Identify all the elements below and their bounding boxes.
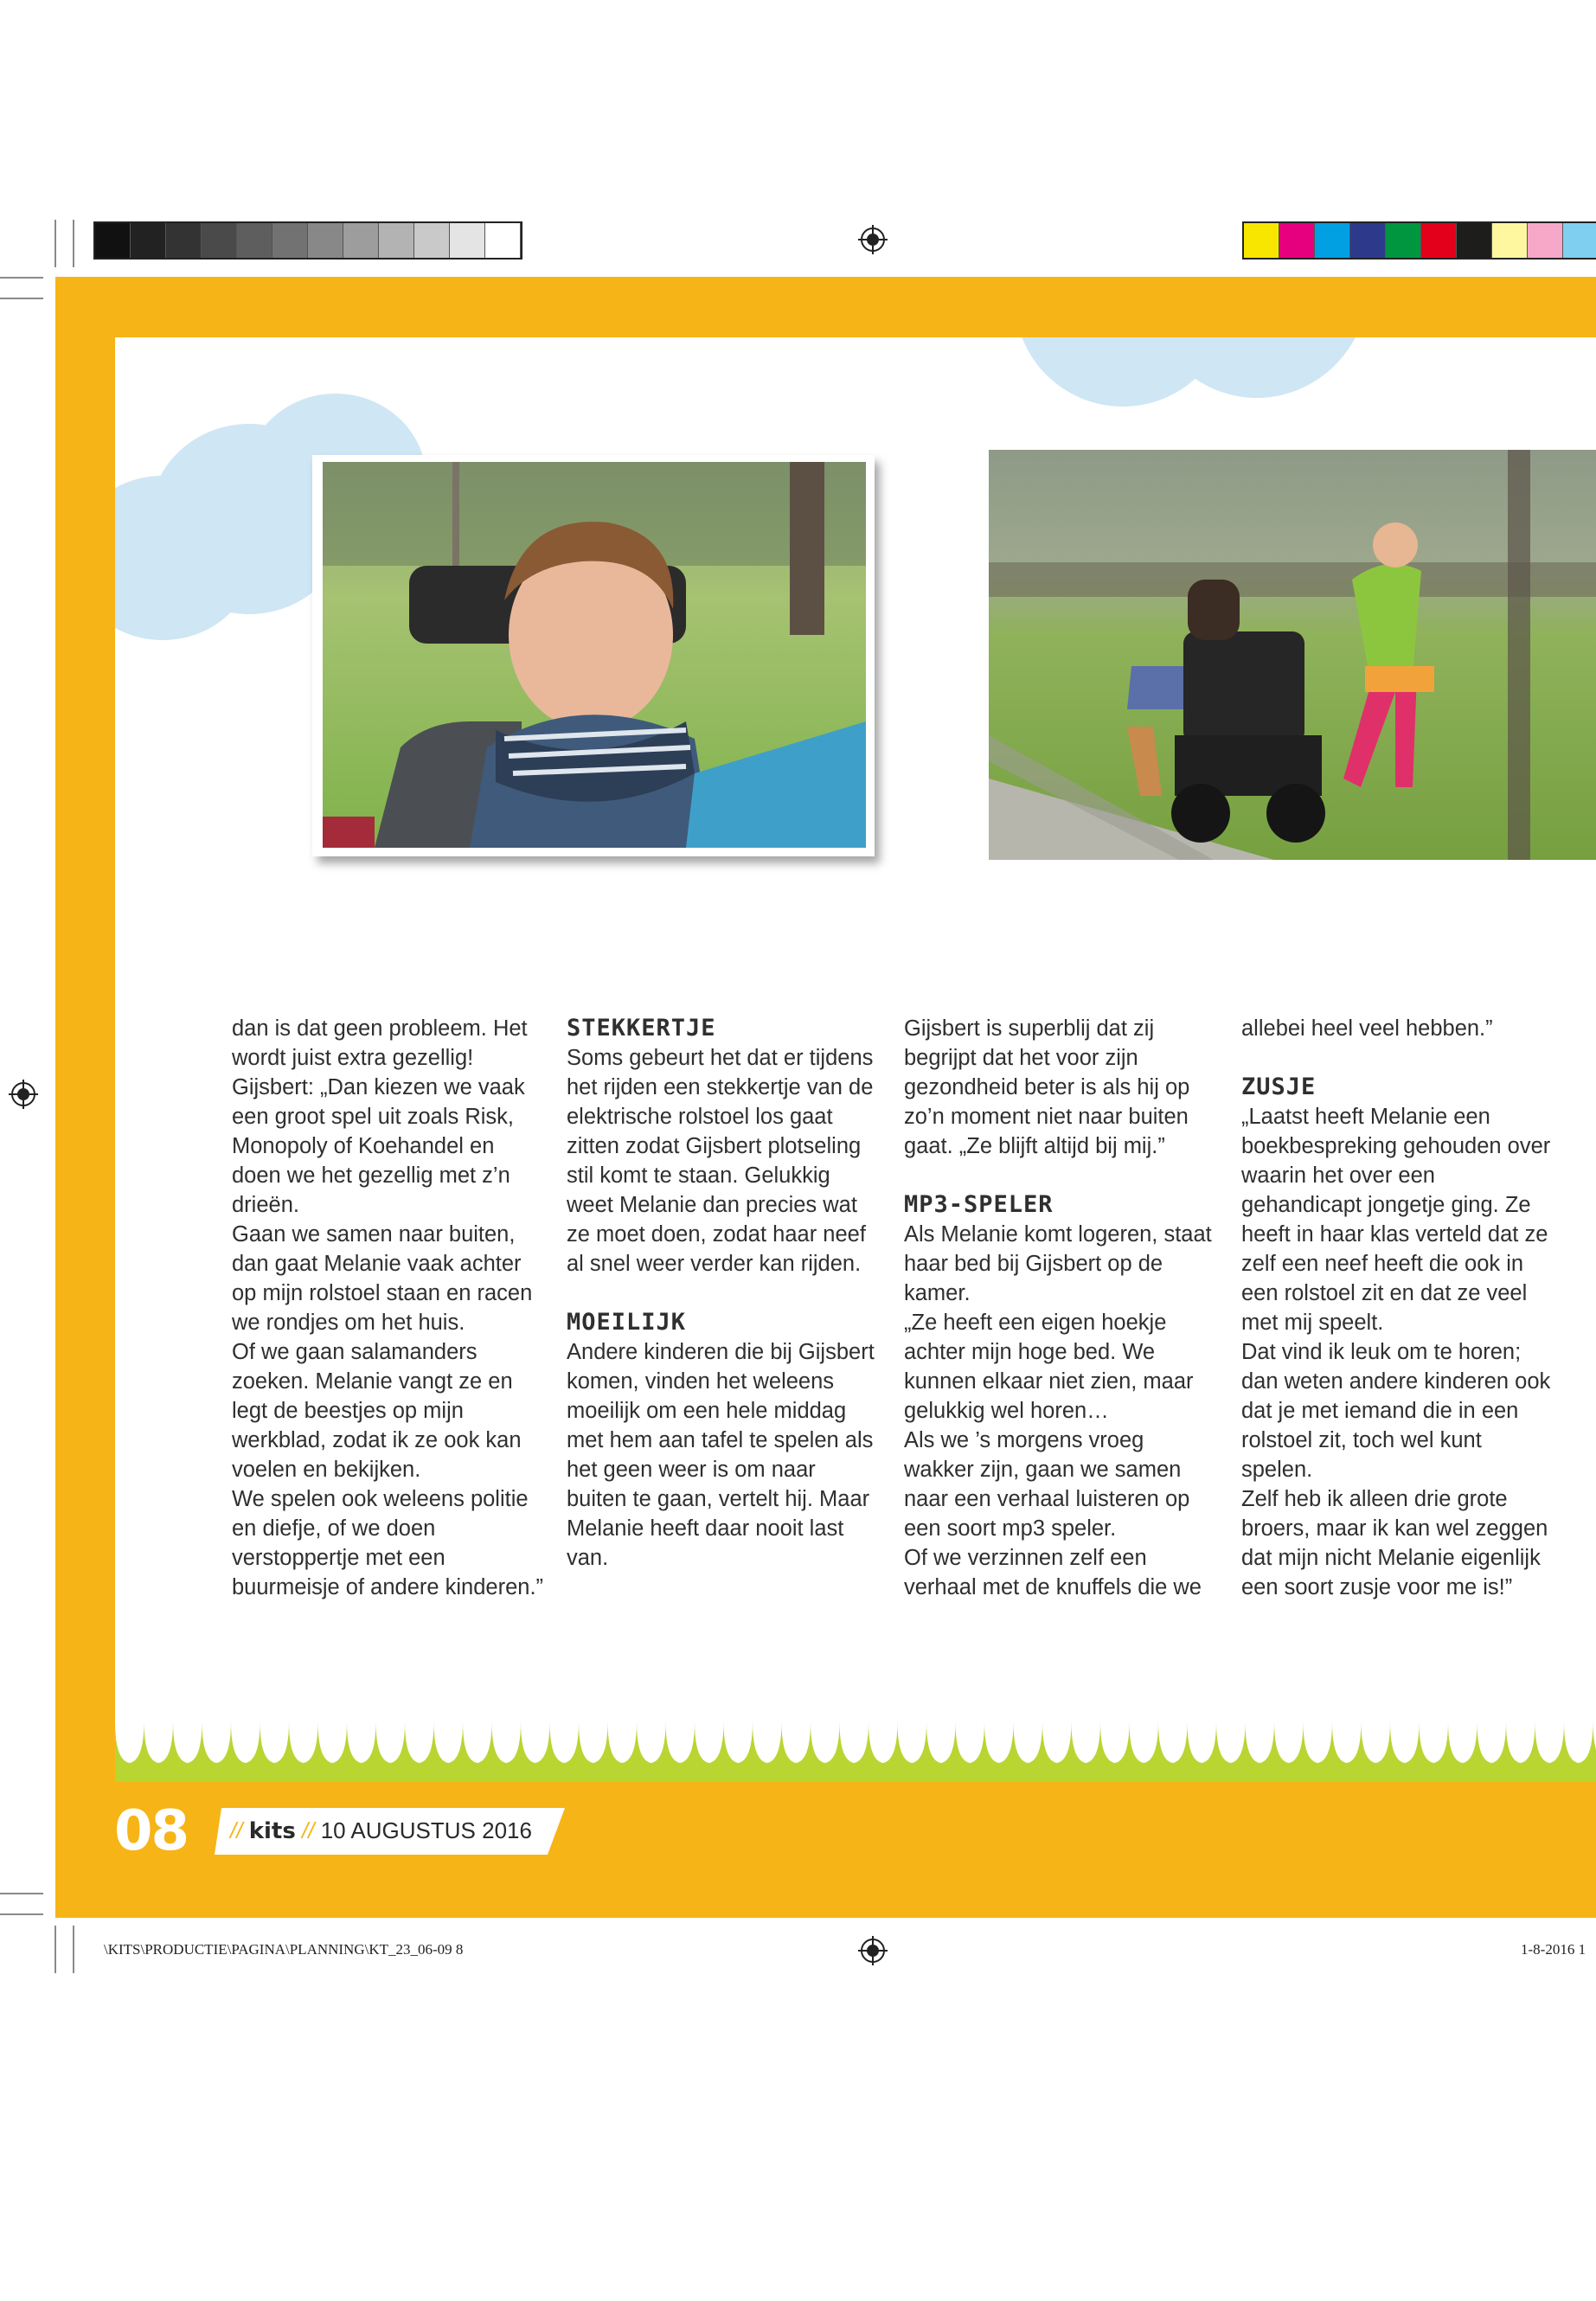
page-number: 08 [114,1799,189,1863]
color-swatch [379,223,414,258]
crop-mark-bottom-left-v2 [73,1926,74,1973]
color-swatch [1528,223,1563,258]
col4-paragraph-2: „Laatst heeft Melanie een boekbespreking gehouden over waarin het over een gehandicapt jongetje ging. Ze heeft in haar klas verteld dat ze zelf een neef heeft die ook in een rolstoel zit en dat ze veel met mij speelt. [1241,1105,1551,1335]
color-swatch [1279,223,1315,258]
color-swatch [450,223,485,258]
footer-slashes-1: // [230,1817,243,1843]
col4-paragraph-4: Zelf heb ik alleen drie grote broers, maar ik kan wel zeggen dat mijn nicht Melanie eigenlijk een soort zusje voor me is!” [1241,1487,1548,1599]
color-swatch [414,223,450,258]
color-swatch [1563,223,1596,258]
article-page [115,337,1596,1782]
article-column-4 [1241,1014,1554,1602]
registration-mark-left [9,1080,38,1109]
footer-brand: kits [248,1818,296,1844]
color-swatch [202,223,237,258]
col3-paragraph-5: Of we verzinnen zelf een verhaal met de knuffels die we [904,1546,1202,1599]
crop-mark-top-left-v [54,220,56,267]
col3-paragraph-3: „Ze heeft een eigen hoekje achter mijn hoge bed. We kunnen elkaar niet zien, maar gelukkig wel horen… [904,1311,1194,1423]
color-swatch [308,223,343,258]
color-swatch-strip [1242,221,1596,260]
article-column-1 [232,1014,545,1602]
heading-zusje: ZUSJE [1241,1074,1317,1100]
slug-date: 1-8-2016 1 [1521,1941,1586,1958]
col3-paragraph-1: Gijsbert is superblij dat zij begrijpt dat het voor zijn gezondheid beter is als hij op zo’n moment niet naar buiten gaat. „Ze blijft altijd bij mij.” [904,1016,1190,1158]
color-swatch [237,223,272,258]
crop-mark-top-left-h [0,277,43,279]
col4-paragraph-1: allebei heel veel hebben.” [1241,1016,1493,1041]
color-swatch [166,223,202,258]
registration-mark-top [858,225,888,254]
registration-mark-bottom [858,1936,888,1965]
col1-paragraph-2: Gaan we samen naar buiten, dan gaat Melanie vaak achter op mijn rolstoel staan en racen we rondjes om het huis. [232,1222,533,1335]
boy-portrait-photo [323,462,866,848]
color-swatch [95,223,131,258]
article-column-2 [567,1014,880,1573]
crop-mark-top-left-h2 [0,298,43,299]
slug-file-path: \KITS\PRODUCTIE\PAGINA\PLANNING\KT_23_06-09 8 [104,1941,464,1958]
color-swatch [272,223,308,258]
wheelchair-ride-photo [989,450,1596,860]
color-swatch [1457,223,1492,258]
col3-paragraph-4: Als we ’s morgens vroeg wakker zijn, gaan we samen naar een verhaal luisteren op een soort mp3 speler. [904,1428,1190,1541]
grass-scallop-border [115,1721,1596,1782]
footer-slashes-2: // [302,1817,315,1843]
col4-paragraph-3: Dat vind ik leuk om te horen; dan weten andere kinderen ook dat je met iemand die in een rolstoel zit, toch wel kunt spelen. [1241,1340,1551,1482]
gray-swatch-strip [93,221,522,260]
heading-stekkertje: STEKKERTJE [567,1015,716,1042]
col1-paragraph-1: dan is dat geen probleem. Het wordt juist extra gezellig! Gijsbert: „Dan kiezen we vaak een groot spel uit zoals Risk, Monopoly of Koehandel en doen we het gezellig met z’n drieën. [232,1016,528,1217]
col2-paragraph-1: Soms gebeurt het dat er tijdens het rijden een stekkertje van de elektrische rolstoel los gaat zitten zodat Gijsbert plotseling stil komt te staan. Gelukkig weet Melanie dan precies wat ze moet doen, zodat haar neef al snel weer verder kan rijden. [567,1046,874,1276]
color-swatch [343,223,379,258]
crop-mark-bottom-left-h [0,1893,43,1894]
color-swatch [131,223,166,258]
footer-date: 10 AUGUSTUS 2016 [320,1817,532,1843]
color-swatch [1421,223,1457,258]
crop-mark-bottom-left-h2 [0,1913,43,1915]
footer-tag [215,1806,565,1856]
crop-mark-bottom-left-v [54,1926,56,1973]
heading-mp3-speler: MP3-SPELER [904,1191,1054,1218]
article-column-3 [904,1014,1217,1602]
crop-mark-top-left-v2 [73,220,74,267]
color-swatch [1244,223,1279,258]
heading-moeilijk: MOEILIJK [567,1309,687,1336]
color-swatch [1315,223,1350,258]
photo-frame-portrait [312,455,875,856]
color-swatch [1492,223,1528,258]
col2-paragraph-2: Andere kinderen die bij Gijsbert komen, vinden het weleens moeilijk om een hele middag met hem aan tafel te spelen als het geen weer is om naar buiten te gaan, vertelt hij. Maar Melanie heeft daar nooit last van. [567,1340,875,1570]
color-swatch [1350,223,1386,258]
col1-paragraph-4: We spelen ook weleens politie en diefje, of we doen verstoppertje met een buurmeisje of andere kinderen.” [232,1487,544,1599]
col1-paragraph-3: Of we gaan salamanders zoeken. Melanie vangt ze en legt de beestjes op mijn werkblad, zodat ik ze ook kan voelen en bekijken. [232,1340,522,1482]
color-swatch [485,223,521,258]
color-swatch [1386,223,1421,258]
col3-paragraph-2: Als Melanie komt logeren, staat haar bed bij Gijsbert op de kamer. [904,1222,1212,1305]
